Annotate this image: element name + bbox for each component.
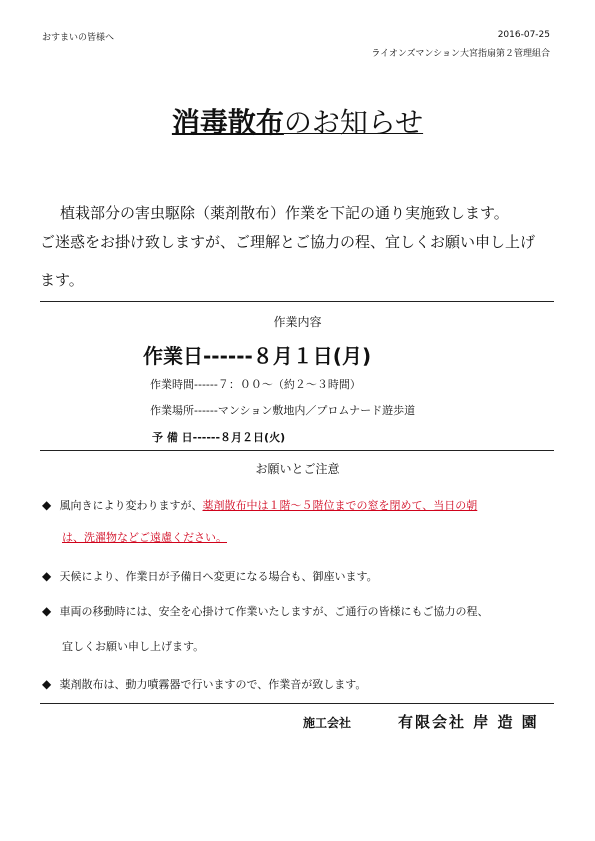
- intro-line-1: 植栽部分の害虫駆除（薬剤散布）作業を下記の通り実施致します。: [60, 204, 509, 222]
- note-item-4: [42, 676, 366, 692]
- recipient-text: おすまいの皆様へ: [42, 33, 115, 43]
- work-time: 作業時間------７：００～（約２～３時間）: [150, 378, 361, 391]
- date-text: 2016-07-25: [497, 30, 550, 40]
- intro-line-3: ます。: [40, 271, 84, 289]
- divider-middle: [40, 450, 554, 451]
- footer-label: 施工会社: [303, 716, 352, 730]
- note-item-1-red-cont: は、洗濯物などご遠慮ください。: [62, 531, 227, 544]
- note-item-2-text: 天候により、作業日が予備日へ変更になる場合も、御座います。: [59, 570, 378, 583]
- work-section-title: 作業内容: [273, 315, 322, 329]
- note-item-1-normal: 風向きにより変わりますが、: [59, 499, 203, 512]
- title-bold-part: 消毒散布: [171, 106, 284, 139]
- diamond-bullet-icon: ◆: [42, 498, 52, 512]
- intro-line-2: ご迷惑をお掛け致しますが、ご理解とご協力の程、宜しくお願い申し上げ: [40, 233, 536, 251]
- work-place: 作業場所------マンション敷地内／プロムナード遊歩道: [150, 404, 416, 417]
- footer-company: 有限会社 岸 造 園: [398, 713, 539, 731]
- note-item-1-red: 薬剤散布中は１階～５階位までの窓を閉めて、当日の朝: [202, 499, 478, 512]
- divider-top: [40, 301, 554, 302]
- page-title: [0, 103, 595, 143]
- diamond-bullet-icon: ◆: [42, 604, 52, 618]
- note-item-2: [42, 568, 378, 584]
- note-item-4-text: 薬剤散布は、動力噴霧器で行いますので、作業音が致します。: [59, 678, 367, 691]
- diamond-bullet-icon: ◆: [42, 677, 52, 691]
- reserve-day: 予 備 日------８月２日(火): [152, 431, 286, 444]
- note-item-3: [42, 603, 489, 619]
- title-rest-part: のお知らせ: [283, 106, 424, 139]
- notes-section-title: お願いとご注意: [255, 462, 340, 476]
- work-day: 作業日------８月１日(月): [143, 344, 372, 368]
- divider-bottom: [40, 703, 554, 704]
- diamond-bullet-icon: ◆: [42, 569, 52, 583]
- note-item-3-text: 車両の移動時には、安全を心掛けて作業いたしますが、ご通行の皆様にもご協力の程、: [59, 605, 489, 618]
- note-item-1: [42, 497, 477, 513]
- sender-text: ライオンズマンション大宮指扇第２管理組合: [371, 49, 550, 59]
- note-item-3-cont: 宜しくお願い申し上げます。: [62, 640, 205, 653]
